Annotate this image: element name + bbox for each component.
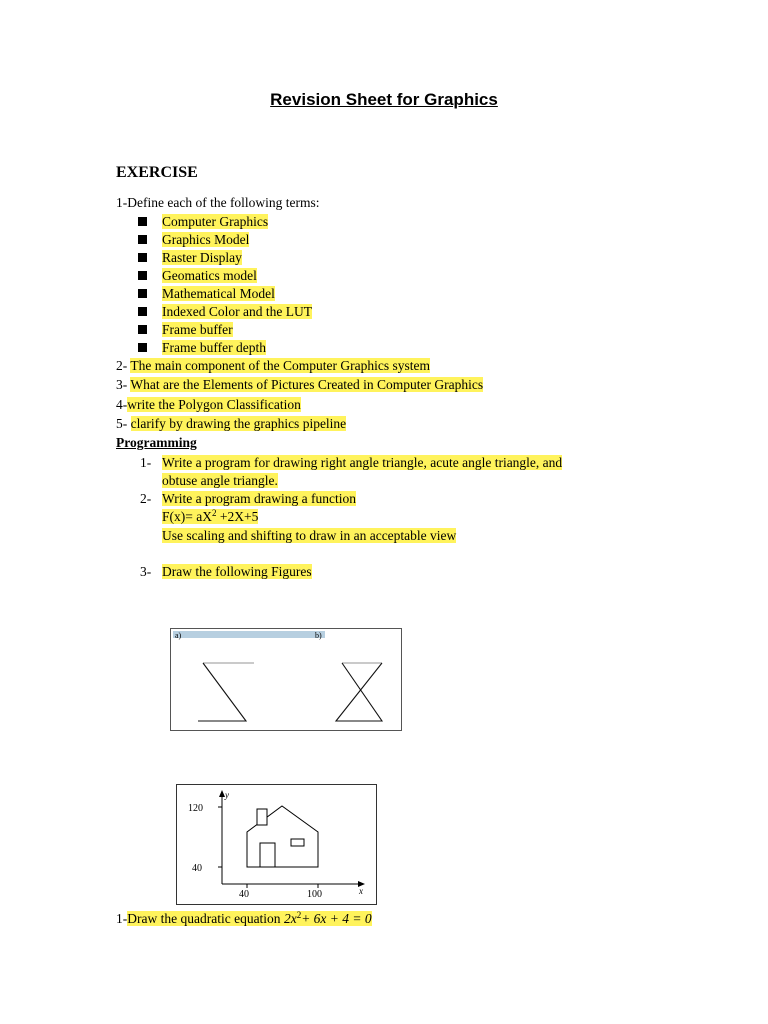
y-tick-label: 120	[188, 803, 203, 814]
question-4: 4-write the Polygon Classification	[116, 397, 301, 412]
question-5: 5- clarify by drawing the graphics pipeline	[116, 416, 347, 431]
bullet-square-icon	[138, 325, 147, 334]
figure-label-b: b)	[315, 631, 322, 640]
bullet-square-icon	[138, 217, 147, 226]
program-2-line-3: Use scaling and shifting to draw in an acceptable view	[162, 528, 457, 543]
program-2-line-1: Write a program drawing a function	[162, 491, 357, 506]
program-3-number: 3-	[140, 564, 152, 579]
bullet-square-icon	[138, 235, 147, 244]
chimney	[257, 809, 267, 825]
list-item: Frame buffer depth	[162, 340, 266, 355]
question-2: 2- The main component of the Computer Graphics system	[116, 358, 430, 373]
programming-heading: Programming	[116, 435, 197, 450]
program-2-number: 2-	[140, 491, 152, 506]
list-item: Indexed Color and the LUT	[162, 304, 312, 319]
figure-caption-bar	[173, 631, 325, 638]
question-1-intro: 1-Define each of the following terms:	[116, 195, 320, 210]
list-item: Computer Graphics	[162, 214, 269, 229]
bullet-square-icon	[138, 289, 147, 298]
page-title: Revision Sheet for Graphics	[270, 90, 498, 109]
y-axis-label: y	[225, 790, 229, 800]
list-item: Graphics Model	[162, 232, 250, 247]
bullet-square-icon	[138, 307, 147, 316]
program-3-text: Draw the following Figures	[162, 564, 312, 579]
list-item: Frame buffer	[162, 322, 233, 337]
figure-label-a: a)	[175, 631, 182, 640]
bullet-square-icon	[138, 253, 147, 262]
figure-frame	[171, 629, 402, 731]
program-1-line-2: obtuse angle triangle.	[162, 473, 278, 488]
y-tick-label: 40	[192, 863, 202, 874]
x-axis-label: x	[359, 886, 363, 896]
list-item: Geomatics model	[162, 268, 257, 283]
program-1-number: 1-	[140, 455, 152, 470]
x-tick-label: 100	[307, 889, 322, 900]
exercise-heading: EXERCISE	[116, 164, 198, 181]
program-2-formula: $F(x)= aX^2 +2X+5$	[162, 508, 259, 524]
bullet-square-icon	[138, 271, 147, 280]
list-item: Raster Display	[162, 250, 242, 265]
figure-frame	[177, 785, 377, 905]
x-tick-label: 40	[239, 889, 249, 900]
list-item: Mathematical Model	[162, 286, 275, 301]
bullet-square-icon	[138, 343, 147, 352]
final-question: 1-Draw the quadratic equation $2x^2+ 6x + 4 = 0$	[116, 910, 372, 926]
program-1-line-1: Write a program for drawing right angle triangle, acute angle triangle, and	[162, 455, 563, 470]
figure-polygons	[170, 628, 403, 732]
question-3: 3- What are the Elements of Pictures Created in Computer Graphics	[116, 377, 484, 392]
figure-house-plot	[176, 784, 377, 905]
